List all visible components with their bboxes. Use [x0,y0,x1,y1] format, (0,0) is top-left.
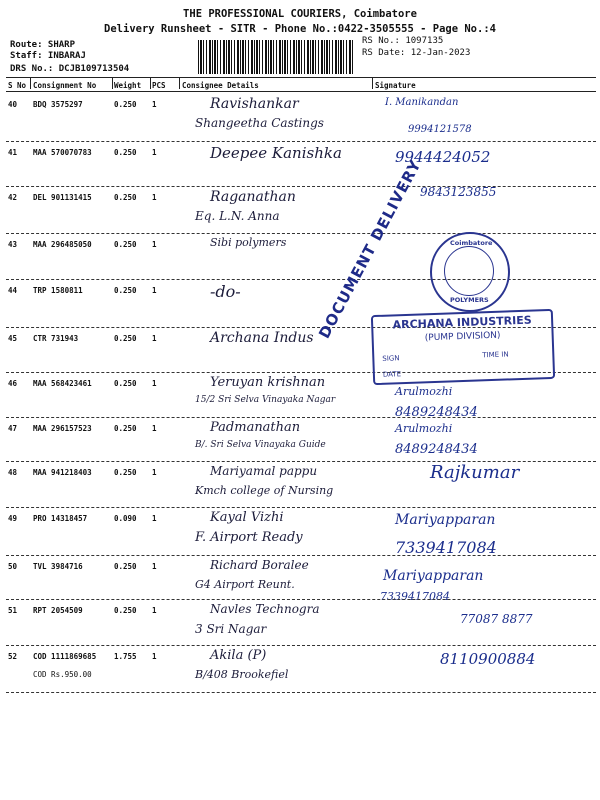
document-delivery-stamp: DOCUMENT DELIVERY [315,156,425,342]
row-consignment-no: CTR 731943 [33,334,79,343]
receiver-signature: Mariyapparan [395,512,496,528]
consignee-address: Kmch college of Nursing [195,484,334,497]
polymers-round-stamp [430,232,510,312]
receiver-phone: 9994121578 [408,124,472,135]
row-pcs: 1 [152,334,157,343]
receiver-signature: 9843123855 [420,185,497,199]
rs-date: RS Date: 12-Jan-2023 [362,48,471,58]
row-pcs: 1 [152,514,157,523]
consignee-name: Deepee Kanishka [210,144,342,162]
stamp-round-bottom: POLYMERS [450,296,489,304]
row-consignment-no: PRO 14318457 [33,514,88,523]
row-pcs: 1 [152,286,157,295]
row-consignment-no: MAA 296485050 [33,240,92,249]
row-sno: 51 [8,606,18,615]
row-weight: 0.250 [114,100,137,109]
consignee-name: Mariyamal pappu [210,464,318,478]
consignee-address: B/408 Brookefiel [195,668,289,681]
row-weight: 1.755 [114,652,137,661]
row-divider [6,555,596,556]
row-pcs: 1 [152,148,157,157]
consignee-name: Yeruyan krishnan [210,375,326,390]
col-sno: S No [8,81,27,90]
stamp-inner-ring [444,246,494,296]
stamp-company: ARCHANA INDUSTRIES [392,313,532,332]
receiver-phone: 7339417084 [395,538,497,557]
row-pcs: 1 [152,606,157,615]
consignee-name: Padmanathan [210,420,301,435]
consignee-name: Sibi polymers [210,236,287,249]
row-weight: 0.250 [114,562,137,571]
row-sno: 45 [8,334,18,343]
row-divider [6,186,596,187]
receiver-signature: 77087 8877 [460,612,533,626]
row-sno: 42 [8,193,18,202]
row-divider [6,599,596,600]
receiver-signature: Arulmozhi [395,422,453,435]
consignee-address: 15/2 Sri Selva Vinayaka Nagar [195,395,336,405]
receiver-signature: 9944424052 [395,148,491,166]
row-sno: 44 [8,286,18,295]
row-pcs: 1 [152,193,157,202]
column-divider [179,77,180,89]
row-weight: 0.250 [114,468,137,477]
row-divider [6,507,596,508]
stamp-date: DATE [382,370,402,379]
row-weight: 0.250 [114,424,137,433]
column-divider [112,77,113,89]
row-consignment-no: MAA 570070783 [33,148,92,157]
receiver-signature: 8110900884 [440,650,536,668]
consignee-name: Archana Indus [210,330,314,346]
header-bottom-rule [6,91,596,92]
row-divider [6,417,596,418]
row-consignment-no: TRP 1580811 [33,286,83,295]
receiver-signature: Mariyapparan [383,568,484,584]
row-divider [6,141,596,142]
row-pcs: 1 [152,652,157,661]
row-consignment-no: DEL 901131415 [33,193,92,202]
row-pcs: 1 [152,100,157,109]
consignee-name: Navles Technogra [210,602,320,616]
row-weight: 0.250 [114,334,137,343]
barcode [198,40,354,74]
drs-number: DRS No.: DCJB109713504 [10,64,130,74]
row-weight: 0.250 [114,379,137,388]
row-weight: 0.090 [114,514,137,523]
rs-number: RS No.: 1097135 [362,36,444,46]
row-weight: 0.250 [114,193,137,202]
consignee-address: F. Airport Ready [195,530,303,545]
consignee-address: Eq. L.N. Anna [195,209,280,223]
row-pcs: 1 [152,379,157,388]
row-sno: 50 [8,562,18,571]
row-sno: 47 [8,424,18,433]
column-divider [30,77,31,89]
row-sno: 52 [8,652,18,661]
consignee-name: Richard Boralee [210,558,309,572]
consignee-address: B/. Sri Selva Vinayaka Guide [195,440,326,450]
row-sno: 43 [8,240,18,249]
row-weight: 0.250 [114,606,137,615]
row-cod-note: COD Rs.950.00 [33,670,92,679]
col-weight: Weight [114,81,142,90]
receiver-signature: Rajkumar [430,462,520,483]
column-divider [372,77,373,89]
row-weight: 0.250 [114,240,137,249]
row-sno: 46 [8,379,18,388]
consignee-name: -do- [210,282,241,301]
receiver-phone: 8489248434 [395,405,478,420]
receiver-signature: Arulmozhi [395,385,453,398]
row-sno: 49 [8,514,18,523]
receiver-signature: I. Manikandan [385,97,459,108]
column-divider [150,77,151,89]
row-divider [6,645,596,646]
consignee-name: Akila (P) [210,648,267,663]
consignee-address: 3 Sri Nagar [195,622,267,636]
route-label: Route: SHARP [10,40,76,50]
receiver-phone: 7339417084 [380,590,450,603]
col-pcs: PCS [152,81,166,90]
consignee-address: G4 Airport Reunt. [195,578,295,591]
staff-label: Staff: INBARAJ [10,51,86,61]
consignee-name: Kayal Vizhi [210,510,284,525]
row-sno: 48 [8,468,18,477]
stamp-round-top: Coimbatore [450,239,493,247]
row-consignment-no: TVL 3984716 [33,562,83,571]
consignee-name: Raganathan [210,189,296,205]
row-pcs: 1 [152,424,157,433]
receiver-phone: 8489248434 [395,442,478,457]
stamp-division: (PUMP DIVISION) [424,330,501,344]
row-sno: 40 [8,100,18,109]
row-weight: 0.250 [114,286,137,295]
row-consignment-no: MAA 941218403 [33,468,92,477]
row-pcs: 1 [152,562,157,571]
row-sno: 41 [8,148,18,157]
row-divider [6,233,596,234]
col-signature: Signature [375,81,416,90]
row-consignment-no: MAA 296157523 [33,424,92,433]
row-divider [6,692,596,693]
stamp-time-in: TIME IN [482,350,509,360]
row-pcs: 1 [152,240,157,249]
consignee-address: Shangeetha Castings [195,116,324,130]
consignee-name: Ravishankar [210,96,299,112]
header-top-rule [6,77,596,78]
stamp-sign: SIGN [382,354,400,363]
row-weight: 0.250 [114,148,137,157]
row-consignment-no: COD 1111869685 [33,652,97,661]
page-subtitle: Delivery Runsheet - SITR - Phone No.:0422-3505555 - Page No.:4 [104,23,496,35]
col-consignment: Consignment No [33,81,97,90]
company-stamp [371,309,555,385]
row-consignment-no: RPT 2054509 [33,606,83,615]
row-pcs: 1 [152,468,157,477]
row-consignment-no: BDQ 3575297 [33,100,83,109]
row-consignment-no: MAA 568423461 [33,379,92,388]
page-title: THE PROFESSIONAL COURIERS, Coimbatore [183,8,417,20]
col-consignee: Consignee Details [182,81,259,90]
